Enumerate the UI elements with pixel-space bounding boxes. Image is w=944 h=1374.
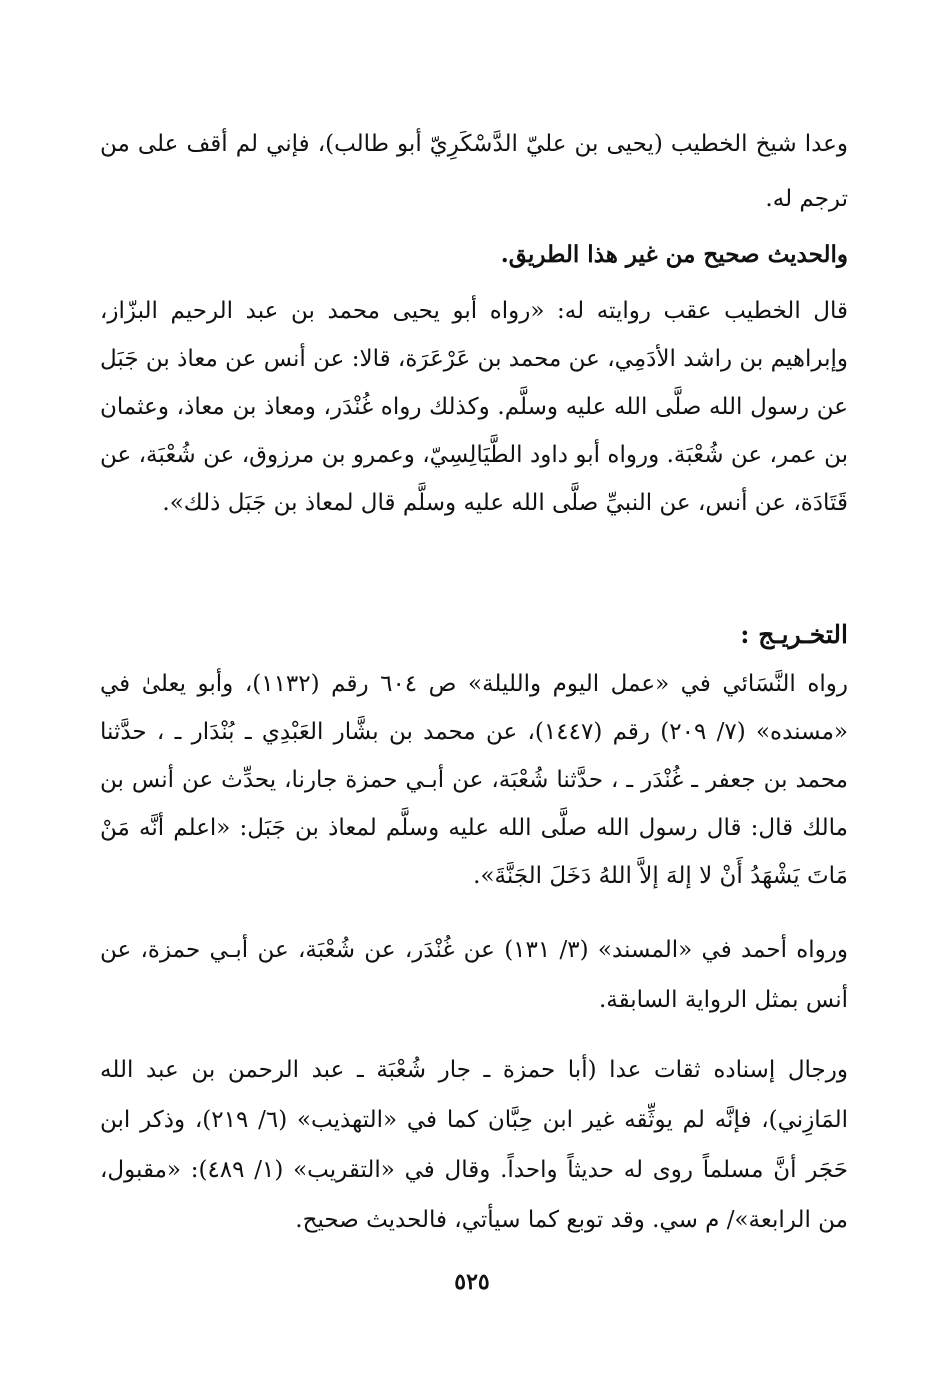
- paragraph-ahmad-narration: ورواه أحمد في «المسند» (٣/ ١٣١) عن غُنْدَر، عن شُعْبَة، عن أبـي حمزة، عن أنس بمثل الرواية السابقة.: [100, 937, 848, 1013]
- paragraph-isnad-assessment: ورجال إسناده ثقات عدا (أبا حمزة ـ جار شُعْبَة ـ عبد الرحمن بن عبد الله المَازِني)، فإنَّه لم يوثِّقه غير ابن حِبَّان كما في «التهذيب» (٦/ ٢١٩)، وذكر ابن حَجَر أنَّ مسلماً روى له حديثاً واحداً. وقال في «التقريب» (١/ ٤٨٩): «مقبول، من الرابعة»/ م سي. وقد توبع كما سيأتي، فالحديث صحيح.: [100, 1057, 849, 1233]
- paragraph-narrator-note: وعدا شيخ الخطيب (يحيى بن عليّ الدَّسْكَرِيّ أبو طالب)، فإني لم أقف على من ترجم له.: [100, 131, 848, 212]
- section-heading-takhrij: التخـريـج :: [740, 620, 848, 649]
- paragraph-khatib-commentary: قال الخطيب عقب روايته له: «رواه أبو يحيى محمد بن عبد الرحيم البزّاز، وإبراهيم بن راشد الأدَمِي، عن محمد بن عَرْعَرَة، قالا: عن أنس عن معاذ بن جَبَل عن رسول الله صلَّى الله عليه وسلَّم. وكذلك رواه غُنْدَر، ومعاذ بن معاذ، وعثمان بن عمر، عن شُعْبَة. ورواه أبو داود الطَّيَالِسِيّ، وعمرو بن مرزوق، عن شُعْبَة، عن قَتَادَة، عن أنس، عن النبيِّ صلَّى الله عليه وسلَّم قال لمعاذ بن جَبَل ذلك».: [100, 298, 848, 516]
- paragraph-nasai-narration: رواه النَّسَائي في «عمل اليوم والليلة» ص ٦٠٤ رقم (١١٣٢)، وأبو يعلىٰ في «مسنده» (٧/ ٢٠٩) رقم (١٤٤٧)، عن محمد بن بشَّار العَبْدِي ـ بُنْدَار ـ ، حدَّثنا محمد بن جعفر ـ غُنْدَر ـ ، حدَّثنا شُعْبَة، عن أبـي حمزة جارنا، يحدِّث عن أنس بن مالك قال: قال رسول الله صلَّى الله عليه وسلَّم لمعاذ بن جَبَل: «اعلم أنَّه مَنْ مَاتَ يَشْهَدُ أَنْ لا إلهَ إلاَّ اللهُ دَخَلَ الجَنَّةَ».: [100, 671, 848, 889]
- page-number: ٥٢٥: [454, 1269, 490, 1295]
- paragraph-authenticity-statement: والحديث صحيح من غير هذا الطريق.: [500, 241, 848, 268]
